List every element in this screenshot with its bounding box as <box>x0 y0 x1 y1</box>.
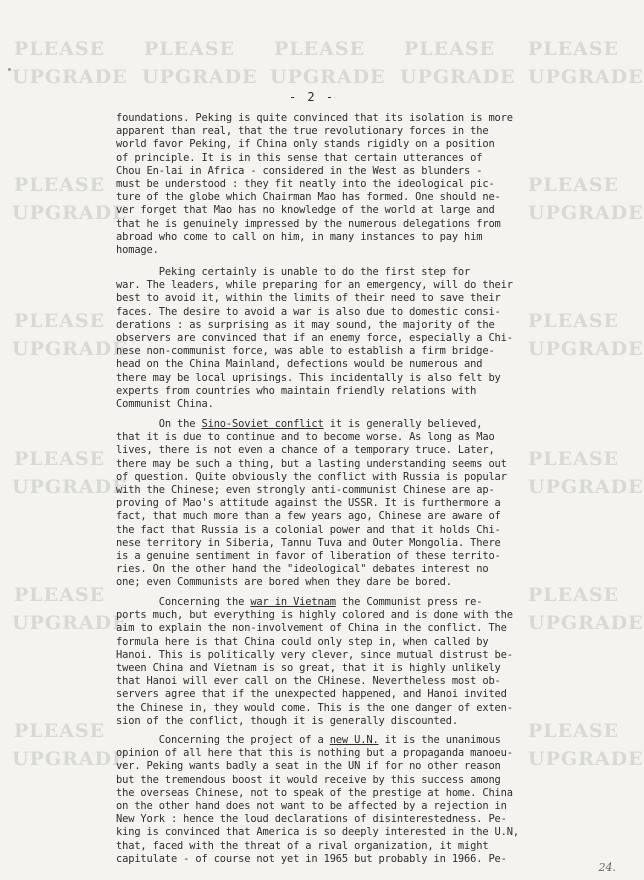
text-line: Chou En-lai in Africa - considered in the West as blunders - <box>116 164 483 177</box>
text-line: derations : as surprising as it may sound, the majority of the <box>116 318 495 331</box>
watermark-text: PLEASE <box>404 38 496 60</box>
text-line: ture of the globe which Chairman Mao has formed. One should ne- <box>116 191 501 204</box>
paragraph-new-un <box>116 734 571 866</box>
text-line: the overseas Chinese, not to speak of the prestige at home. China <box>116 786 513 799</box>
text-line: that, faced with the threat of a rival organization, it might <box>116 839 489 852</box>
paragraph-war-avoidance <box>116 266 571 411</box>
text-line: observers are convinced that if an enemy force, especially a Chi- <box>116 332 513 345</box>
text-line: lives, there is not even a chance of a temporary truce. Later, <box>116 444 495 457</box>
text-line: sion of the conflict, though it is generally discounted. <box>116 714 458 727</box>
watermark-text: PLEASE <box>14 38 106 60</box>
watermark-text: PLEASE <box>14 720 106 742</box>
scan-speck <box>8 68 11 71</box>
text-line: proving of Mao's attitude against the USSR. It is furthermore a <box>116 497 501 510</box>
watermark-text: UPGRADE <box>12 338 128 360</box>
text-line: best to avoid it, within the limits of their need to save their <box>116 292 501 305</box>
text-line: fact, that much more than a few years ago, Chinese are aware of <box>116 510 501 523</box>
watermark-text: UPGRADE <box>12 612 128 634</box>
watermark-text: UPGRADE <box>528 202 644 224</box>
watermark-text: UPGRADE <box>528 338 644 360</box>
text-line: ries. On the other hand the "ideological" debates interest no <box>116 563 489 576</box>
text-line: ver forget that Mao has no knowledge of the world at large and <box>116 204 495 217</box>
text-line: Peking certainly is unable to do the first step for <box>116 266 471 278</box>
text-line: Hanoi. This is politically very clever, since mutual distrust be- <box>116 648 513 661</box>
watermark-text: PLEASE <box>14 448 106 470</box>
watermark-text: PLEASE <box>528 310 620 332</box>
text-line: nese territory in Siberia, Tannu Tuva and Outer Mongolia. There <box>116 536 501 549</box>
text-line: there may be local uprisings. This incidentally is also felt by <box>116 371 501 384</box>
watermark-text: PLEASE <box>144 38 236 60</box>
paragraph-sino-soviet <box>116 418 571 590</box>
watermark-text: PLEASE <box>528 448 620 470</box>
text-line: capitulate - of course not yet in 1965 but probably in 1966. Pe- <box>116 852 507 865</box>
text-line: Communist China. <box>116 398 214 411</box>
text-line: of principle. It is in this sense that certain utterances of <box>116 151 483 164</box>
text-line: of question. Quite obviously the conflict with Russia is popular <box>116 470 507 483</box>
watermark-text: UPGRADE <box>528 748 644 770</box>
text-line: New York : hence the loud declarations of disinterestedness. Pe- <box>116 813 507 826</box>
watermark-text: UPGRADE <box>528 612 644 634</box>
paragraph-foundations <box>116 112 571 257</box>
text-line: war. The leaders, while preparing for an emergency, will do their <box>116 279 513 292</box>
page-number: - 2 - <box>288 90 336 104</box>
watermark-text: PLEASE <box>274 38 366 60</box>
text-line: the fact that Russia is a colonial power and that it holds Chi- <box>116 523 501 536</box>
text-line: on the other hand does not want to be affected by a rejection in <box>116 800 507 813</box>
text-line: homage. <box>116 244 159 257</box>
text-line: faces. The desire to avoid a war is also due to domestic consi- <box>116 305 501 318</box>
text-line: one; even Communists are bored when they dare be bored. <box>116 576 452 589</box>
text-line: On the Sino-Soviet conflict it is generally believed, <box>116 418 483 430</box>
watermark-text: PLEASE <box>528 720 620 742</box>
paragraph-vietnam <box>116 596 571 728</box>
text-line: tween China and Vietnam is so great, that it is highly unlikely <box>116 662 501 675</box>
text-line: abroad who come to call on him, in many instances to pay him <box>116 230 483 243</box>
text-line: nese non-communist force, was able to establish a firm bridge- <box>116 345 495 358</box>
watermark-text: UPGRADE <box>12 66 128 88</box>
text-line: the Chinese in, they would come. This is the one danger of exten- <box>116 701 513 714</box>
text-line: foundations. Peking is quite convinced that its isolation is more <box>116 112 513 124</box>
text-line: king is convinced that America is so deeply interested in the U.N, <box>116 826 519 839</box>
text-line: ports much, but everything is highly colored and is done with the <box>116 609 513 622</box>
text-line: experts from countries who maintain friendly relations with <box>116 384 477 397</box>
text-line: with the Chinese; even strongly anti-communist Chinese are ap- <box>116 484 495 497</box>
text-line: Concerning the project of a new U.N. it is the unanimous <box>116 734 501 746</box>
text-line: but the tremendous boost it would receive by this success among <box>116 773 501 786</box>
watermark-text: UPGRADE <box>528 476 644 498</box>
watermark-text: UPGRADE <box>12 748 128 770</box>
handwritten-page-mark: 24. <box>598 861 616 874</box>
text-line: is a genuine sentiment in favor of liberation of these territo- <box>116 550 501 563</box>
watermark-text: PLEASE <box>528 584 620 606</box>
text-line: must be understood : they fit neatly into the ideological pic- <box>116 178 495 191</box>
text-line: aim to explain the non-involvement of China in the conflict. The <box>116 622 507 635</box>
text-line: that Hanoi will ever call on the CHinese. Nevertheless most ob- <box>116 675 501 688</box>
text-line: that he is genuinely impressed by the numerous delegations from <box>116 217 501 230</box>
text-line: world favor Peking, if China only stands rigidly on a position <box>116 138 495 151</box>
watermark-text: UPGRADE <box>270 66 386 88</box>
text-line: there may be such a thing, but a lasting understanding seems out <box>116 457 507 470</box>
watermark-text: PLEASE <box>14 310 106 332</box>
watermark-text: UPGRADE <box>528 66 644 88</box>
watermark-text: PLEASE <box>14 174 106 196</box>
text-line: head on the China Mainland, defections would be numerous and <box>116 358 483 371</box>
text-line: apparent than real, that the true revolutionary forces in the <box>116 125 489 138</box>
text-line: opinion of all here that this is nothing but a propaganda manoeu- <box>116 747 513 760</box>
watermark-text: UPGRADE <box>142 66 258 88</box>
watermark-text: UPGRADE <box>12 476 128 498</box>
text-line: ver. Peking wants badly a seat in the UN if for no other reason <box>116 760 501 773</box>
text-line: servers agree that if the unexpected happened, and Hanoi invited <box>116 688 507 701</box>
watermark-text: PLEASE <box>528 38 620 60</box>
watermark-text: PLEASE <box>14 584 106 606</box>
text-line: that it is due to continue and to become worse. As long as Mao <box>116 431 495 444</box>
text-line: formula here is that China could only step in, when called by <box>116 635 489 648</box>
watermark-text: UPGRADE <box>400 66 516 88</box>
watermark-text: UPGRADE <box>12 202 128 224</box>
text-line: Concerning the war in Vietnam the Communist press re- <box>116 596 483 608</box>
watermark-text: PLEASE <box>528 174 620 196</box>
